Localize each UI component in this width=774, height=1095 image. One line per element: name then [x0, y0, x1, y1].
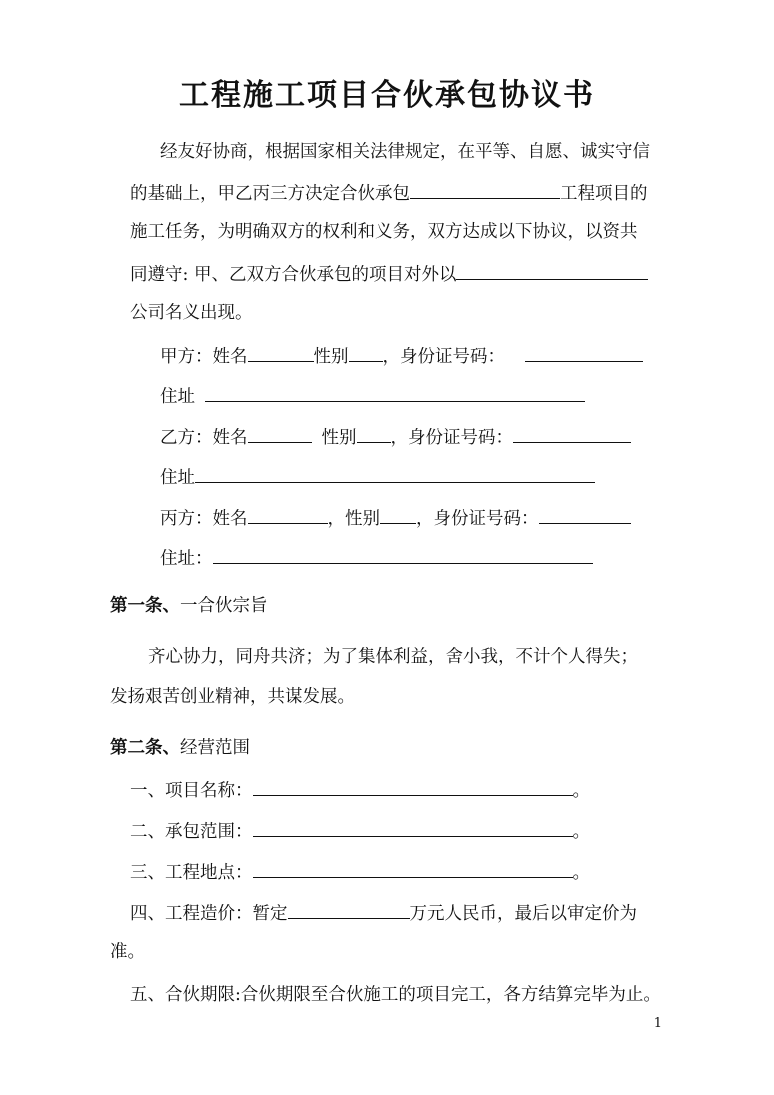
party-a-address-line	[160, 383, 585, 409]
intro-line-3: 施工任务，为明确双方的权利和义务，双方达成以下协议，以资共	[130, 222, 638, 242]
party-a-gender-label: 性别	[313, 347, 349, 367]
project-cost-blank	[288, 900, 410, 919]
project-location-blank	[253, 859, 573, 878]
document-title: 工程施工项目合伙承包协议书	[179, 78, 595, 113]
party-b-gender-label: 性别	[321, 428, 357, 448]
party-c-id-label: ，身份证号码：	[416, 509, 539, 529]
contract-scope-line	[130, 818, 590, 844]
party-c-address-blank	[213, 545, 593, 564]
article-1-title: 一合伙宗旨	[180, 596, 268, 616]
intro-line-5: 公司名义出现。	[130, 303, 253, 323]
party-b-address-blank	[195, 464, 595, 483]
contract-scope-blank	[253, 818, 573, 837]
intro-line-2-text-a: 的基础上，甲乙丙三方决定合伙承包	[130, 184, 410, 204]
party-b-id-blank	[513, 424, 631, 443]
party-b-line	[160, 424, 631, 450]
party-a-id-label: ，身份证号码：	[382, 347, 505, 367]
article-1-para-2: 发扬艰苦创业精神，共谋发展。	[110, 687, 355, 707]
party-a-gender-blank	[349, 343, 383, 362]
party-b-gender-blank	[357, 424, 391, 443]
project-cost-text: 万元人民币，最后以审定价为	[409, 904, 637, 924]
partnership-term-line: 五、合伙期限:合伙期限至合伙施工的项目完工，各方结算完毕为止。	[130, 985, 661, 1005]
party-c-id-blank	[539, 505, 631, 524]
article-1-number: 第一条、	[110, 596, 180, 616]
intro-line-2	[130, 180, 648, 206]
contract-scope-end: 。	[572, 822, 590, 842]
project-name-end: 。	[572, 781, 590, 801]
project-location-label: 三、工程地点：	[130, 863, 253, 883]
party-a-line	[160, 343, 643, 369]
party-c-gender-label: ，性别	[327, 509, 380, 529]
party-a-name-blank	[248, 343, 314, 362]
intro-line-4	[130, 261, 648, 287]
party-a-address-blank	[205, 383, 585, 402]
article-1-heading	[110, 594, 268, 618]
contract-scope-label: 二、承包范围：	[130, 822, 253, 842]
article-2-heading	[110, 736, 250, 760]
party-b-address-line	[160, 464, 595, 490]
party-c-name-blank	[248, 505, 328, 524]
party-a-id-blank	[525, 343, 643, 362]
party-c-address-label: 住址：	[160, 549, 213, 569]
intro-line-2-text-b: 工程项目的	[560, 184, 648, 204]
party-b-name-label: 乙方：姓名	[160, 428, 248, 448]
project-cost-line-2: 准。	[110, 942, 145, 962]
project-cost-label: 四、工程造价：暂定	[130, 904, 288, 924]
party-c-gender-blank	[380, 505, 416, 524]
contract-blank	[410, 180, 560, 199]
article-2-number: 第二条、	[110, 738, 180, 758]
party-c-name-label: 丙方：姓名	[160, 509, 248, 529]
project-location-line	[130, 859, 590, 885]
project-name-blank	[253, 777, 573, 796]
article-1-para-1: 齐心协力，同舟共济；为了集体利益，舍小我，不计个人得失；	[148, 647, 638, 667]
party-b-id-label: ，身份证号码：	[390, 428, 513, 448]
company-blank	[456, 261, 648, 280]
party-b-name-blank	[248, 424, 312, 443]
project-name-line	[130, 777, 590, 803]
party-c-address-line	[160, 545, 593, 571]
party-a-address-label: 住址	[160, 387, 195, 407]
intro-line-4-text: 同遵守: 甲、乙双方合伙承包的项目对外以	[130, 265, 457, 285]
party-b-address-label: 住址	[160, 468, 195, 488]
article-2-title: 经营范围	[180, 738, 250, 758]
party-c-line	[160, 505, 631, 531]
project-name-label: 一、项目名称：	[130, 781, 253, 801]
project-location-end: 。	[572, 863, 590, 883]
page-number: 1	[653, 1016, 662, 1031]
project-cost-line	[130, 900, 637, 926]
intro-line-1: 经友好协商，根据国家相关法律规定，在平等、自愿、诚实守信	[160, 142, 650, 162]
party-a-name-label: 甲方：姓名	[160, 347, 248, 367]
